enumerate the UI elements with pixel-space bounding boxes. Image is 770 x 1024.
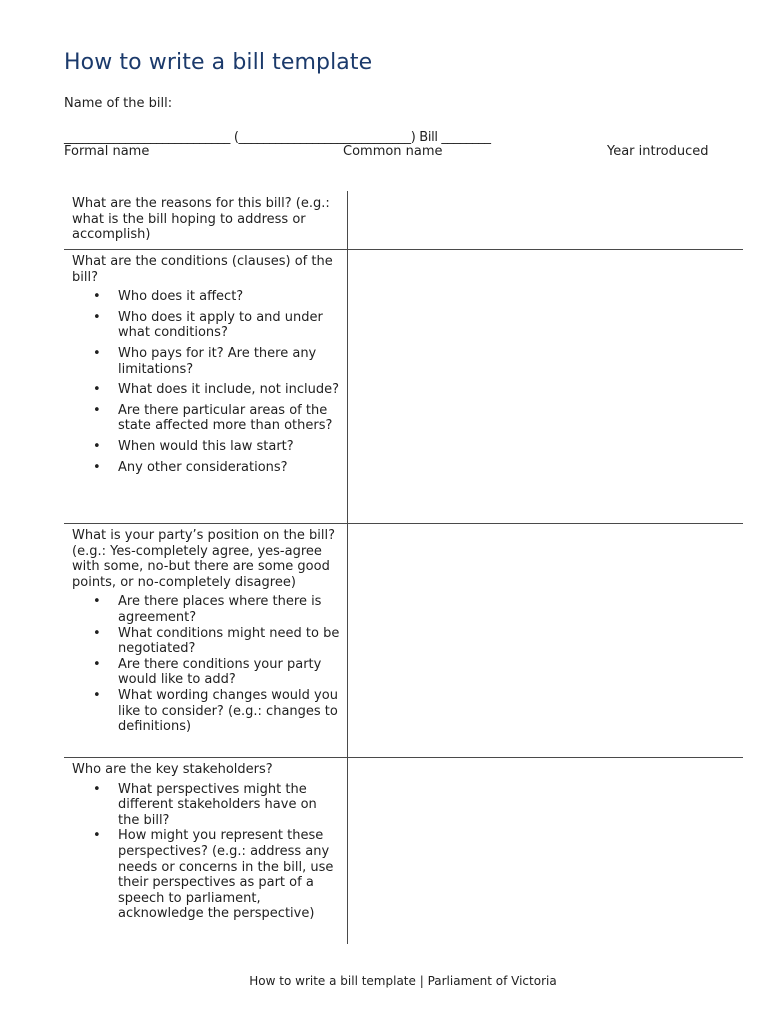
bill-name-label: Name of the bill: — [64, 96, 173, 111]
question-cell — [64, 250, 348, 523]
bullet-list — [72, 782, 341, 922]
table-row — [64, 758, 743, 944]
year-introduced-caption: Year introduced — [607, 144, 709, 159]
list-item: • Who does it affect? — [72, 289, 341, 305]
list-item: • Who does it apply to and under what conditions? — [72, 310, 341, 341]
table-row — [64, 524, 743, 758]
question-table — [64, 191, 743, 944]
answer-cell[interactable] — [348, 758, 743, 944]
question-text: What is your party’s position on the bill? (e.g.: Yes-completely agree, yes-agree with some, no-but there are some good points, or no-completely disagree) — [72, 528, 335, 590]
bullet-list — [72, 594, 341, 734]
answer-cell[interactable] — [348, 191, 743, 249]
list-item: • When would this law start? — [72, 439, 341, 455]
list-item: • Are there conditions your party would like to add? — [72, 657, 341, 688]
list-item: • What wording changes would you like to consider? (e.g.: changes to definitions) — [72, 688, 341, 735]
bill-name-blank-line: ___________________________ (____________________________) Bill ________ — [64, 130, 491, 145]
common-name-caption: Common name — [343, 144, 443, 159]
table-row — [64, 191, 743, 250]
answer-cell[interactable] — [348, 524, 743, 757]
list-item: • Who pays for it? Are there any limitations? — [72, 346, 341, 377]
question-cell — [64, 191, 348, 249]
question-text: What are the reasons for this bill? (e.g.: what is the bill hoping to address or accomplish) — [72, 196, 330, 243]
list-item: • Any other considerations? — [72, 460, 341, 476]
page-footer: How to write a bill template | Parliament of Victoria — [249, 974, 557, 988]
question-text: What are the conditions (clauses) of the bill? — [72, 254, 333, 285]
question-cell — [64, 524, 348, 757]
list-item: • Are there places where there is agreement? — [72, 594, 341, 625]
formal-name-caption: Formal name — [64, 144, 150, 159]
list-item: • What conditions might need to be negotiated? — [72, 626, 341, 657]
bullet-list — [72, 289, 341, 475]
list-item: • What perspectives might the different stakeholders have on the bill? — [72, 782, 341, 829]
document-title: How to write a bill template — [64, 50, 373, 75]
question-cell — [64, 758, 348, 944]
list-item: • Are there particular areas of the state affected more than others? — [72, 403, 341, 434]
list-item: • How might you represent these perspectives? (e.g.: address any needs or concerns in the bill, use their perspectives as part of a speech to parliament, acknowledge the perspective) — [72, 828, 341, 922]
table-row — [64, 250, 743, 524]
list-item: • What does it include, not include? — [72, 382, 341, 398]
answer-cell[interactable] — [348, 250, 743, 523]
question-text: Who are the key stakeholders? — [72, 762, 273, 777]
